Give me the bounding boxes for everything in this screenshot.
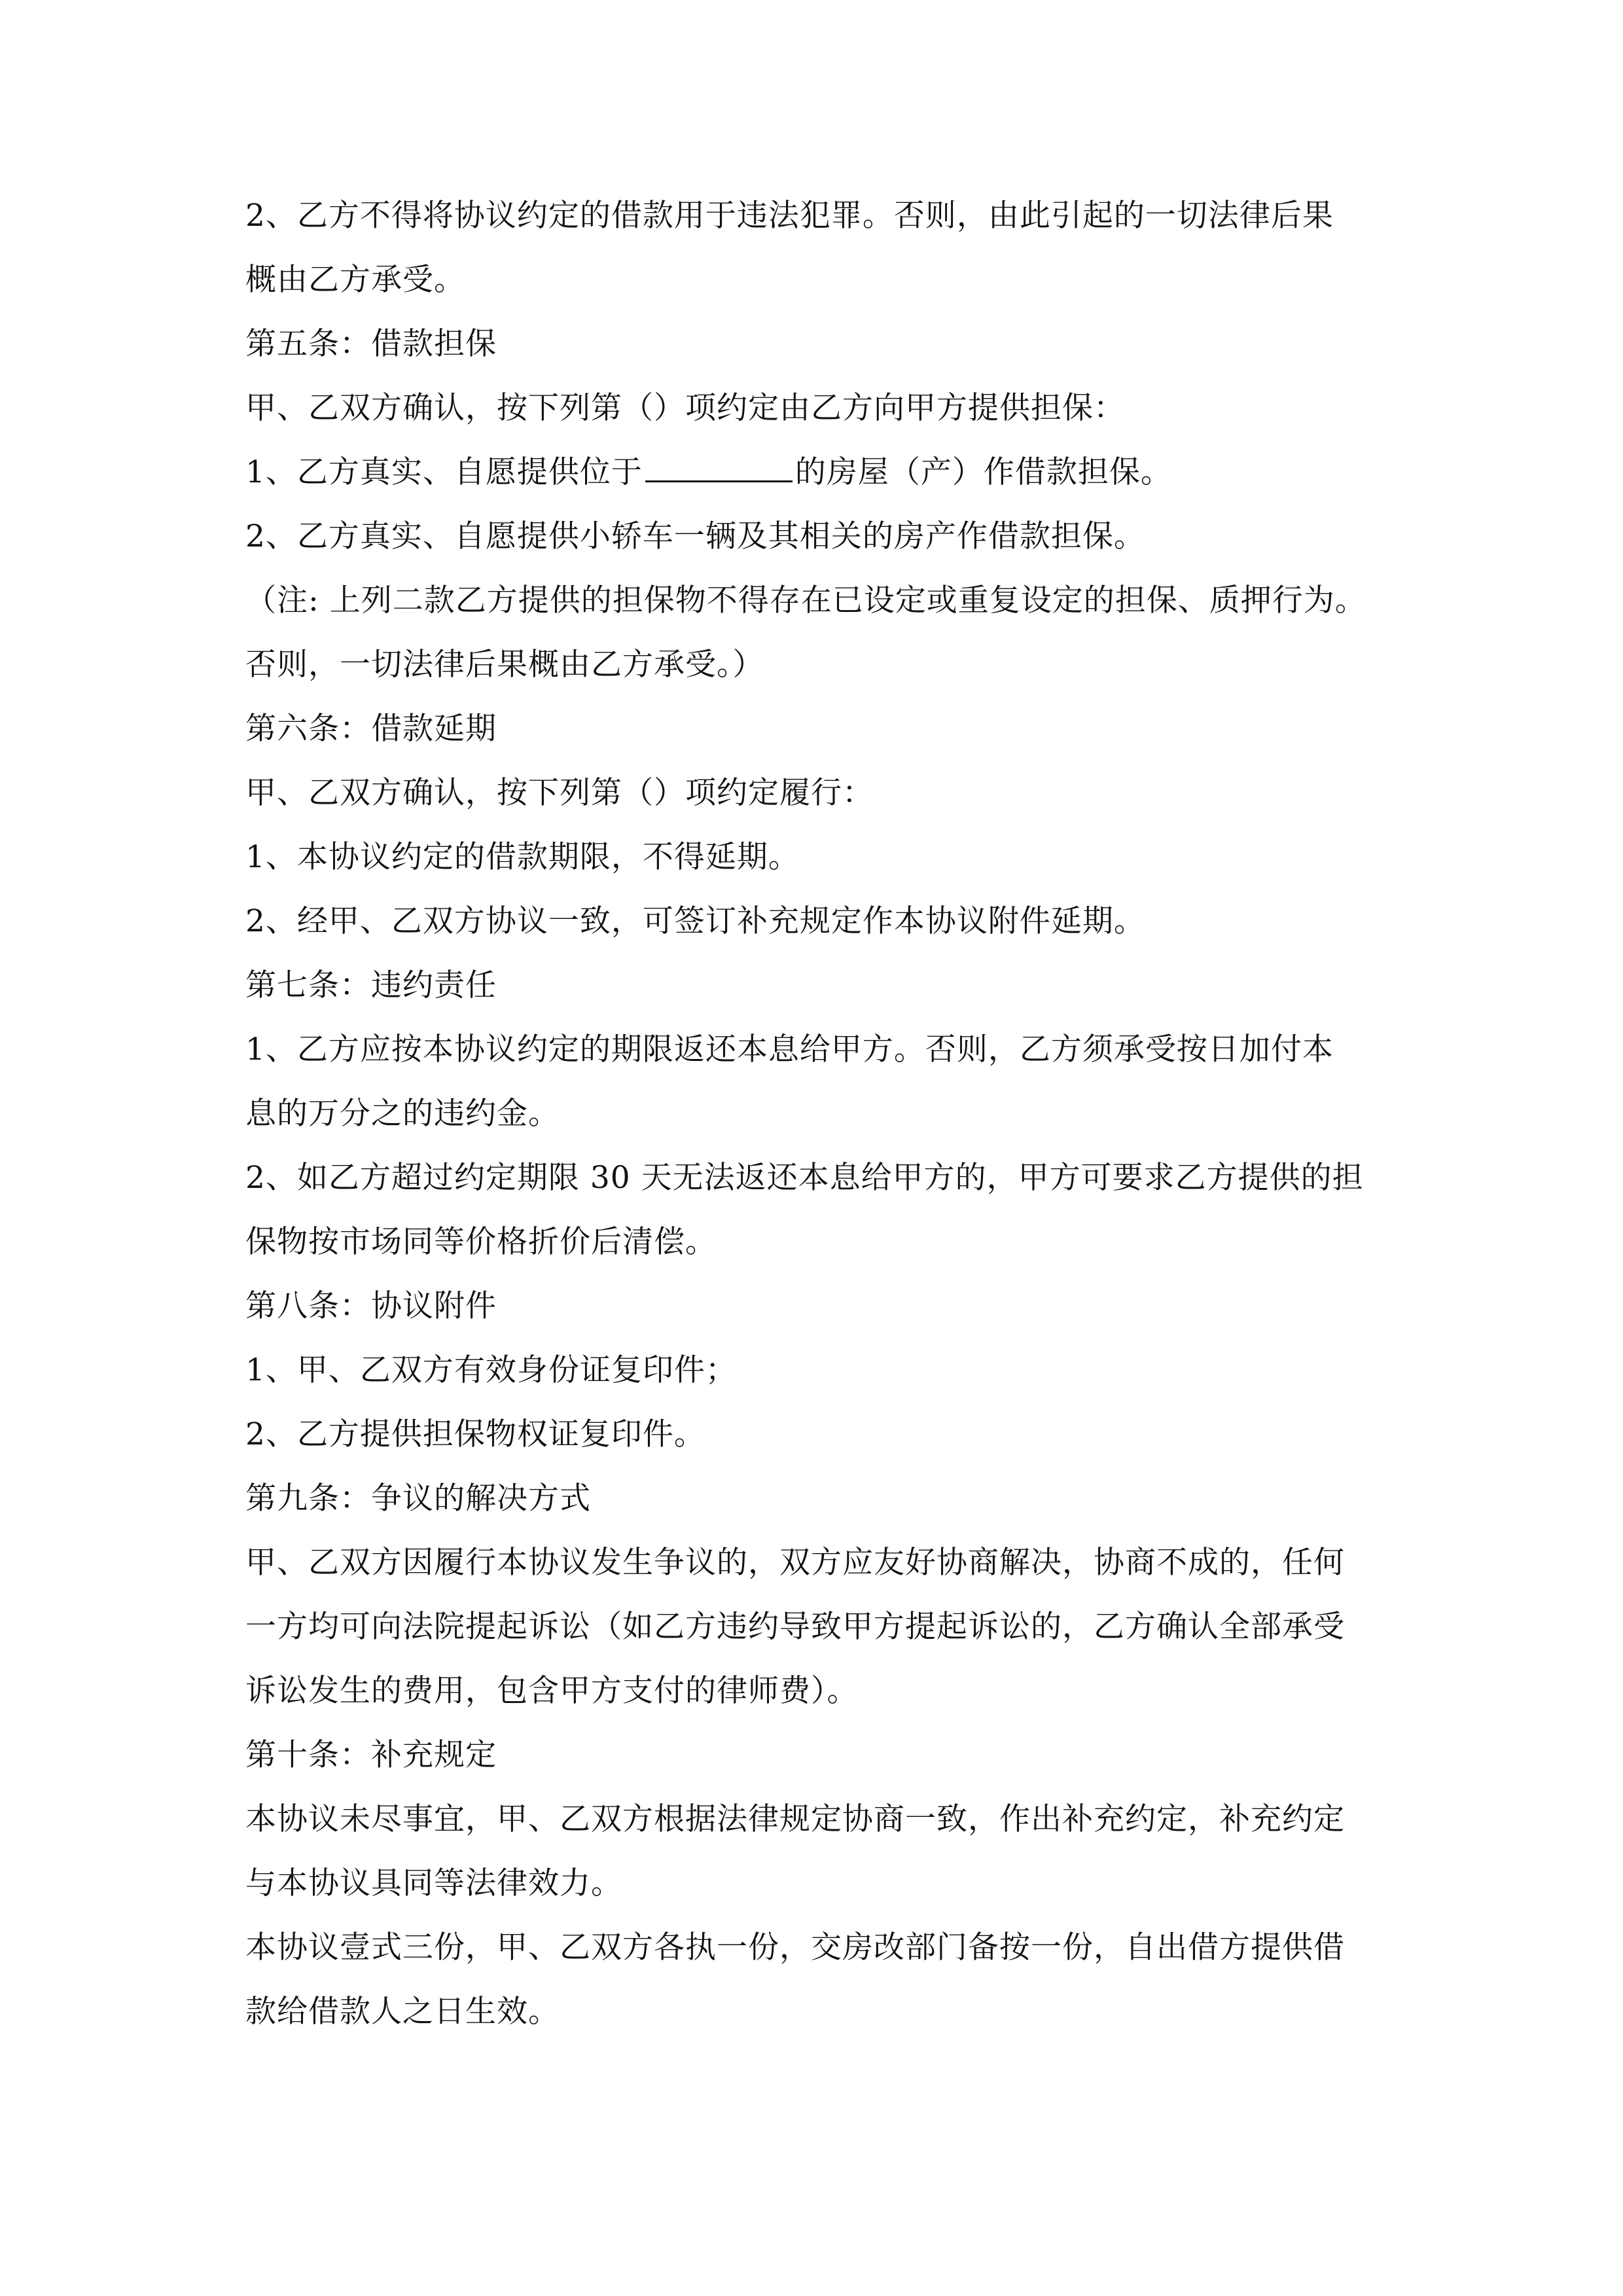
clause-5-note-line-1: （注: 上列二款乙方提供的担保物不得存在已设定或重复设定的担保、质押行为。: [245, 583, 1366, 619]
clause-5-heading: 第五条：借款担保: [245, 326, 497, 362]
clause-6-heading: 第六条：借款延期: [245, 711, 497, 747]
clause-5-item-1: [245, 453, 1172, 492]
clause-9-heading: 第九条：争议的解决方式: [245, 1480, 591, 1516]
clause-8-item-1: 1、甲、乙双方有效身份证复印件；: [245, 1352, 737, 1388]
clause-9-text-line-3: 诉讼发生的费用，包含甲方支付的律师费）。: [245, 1673, 859, 1709]
clause-4-item-2-line-2: 概由乙方承受。: [245, 262, 465, 298]
clause-7-heading: 第七条：违约责任: [245, 967, 497, 1003]
clause-5-item-1-prefix: 1、乙方真实、自愿提供位于: [245, 454, 643, 490]
closing-text-line-1: 本协议壹式三份，甲、乙双方各执一份，交房改部门备按一份，自出借方提供借: [245, 1929, 1345, 1965]
clause-10-text-line-1: 本协议未尽事宜，甲、乙双方根据法律规定协商一致，作出补充约定，补充约定: [245, 1801, 1345, 1837]
clause-10-text-line-2: 与本协议具同等法律效力。: [245, 1865, 622, 1901]
address-blank-field: [645, 454, 793, 482]
clause-7-item-2-line-1: 2、如乙方超过约定期限 30 天无法返还本息给甲方的，甲方可要求乙方提供的担: [245, 1160, 1364, 1196]
clause-7-item-1-line-2: 息的万分之的违约金。: [245, 1096, 560, 1132]
closing-text-line-2: 款给借款人之日生效。: [245, 1994, 560, 2030]
clause-9-text-line-1: 甲、乙双方因履行本协议发生争议的，双方应友好协商解决，协商不成的，任何: [245, 1545, 1345, 1581]
clause-7-item-1-line-1: 1、乙方应按本协议约定的期限返还本息给甲方。否则，乙方须承受按日加付本: [245, 1031, 1334, 1067]
clause-4-item-2-line-1: 2、乙方不得将协议约定的借款用于违法犯罪。否则，由此引起的一切法律后果: [245, 198, 1334, 234]
clause-7-item-2-line-2: 保物按市场同等价格折价后清偿。: [245, 1224, 717, 1260]
clause-6-intro: 甲、乙双方确认，按下列第（）项约定履行：: [245, 775, 874, 811]
clause-5-item-2: 2、乙方真实、自愿提供小轿车一辆及其相关的房产作借款担保。: [245, 518, 1145, 554]
clause-5-intro: 甲、乙双方确认，按下列第（）项约定由乙方向甲方提供担保：: [245, 390, 1125, 426]
clause-8-heading: 第八条：协议附件: [245, 1288, 497, 1324]
clause-6-item-2: 2、经甲、乙双方协议一致，可签订补充规定作本协议附件延期。: [245, 903, 1145, 939]
clause-5-note-line-2: 否则，一切法律后果概由乙方承受。）: [245, 647, 764, 683]
clause-10-heading: 第十条：补充规定: [245, 1737, 497, 1773]
clause-5-item-1-suffix: 的房屋（产）作借款担保。: [794, 454, 1172, 490]
clause-8-item-2: 2、乙方提供担保物权证复印件。: [245, 1416, 705, 1452]
clause-9-text-line-2: 一方均可向法院提起诉讼（如乙方违约导致甲方提起诉讼的，乙方确认全部承受: [245, 1609, 1345, 1645]
clause-6-item-1: 1、本协议约定的借款期限，不得延期。: [245, 839, 800, 875]
